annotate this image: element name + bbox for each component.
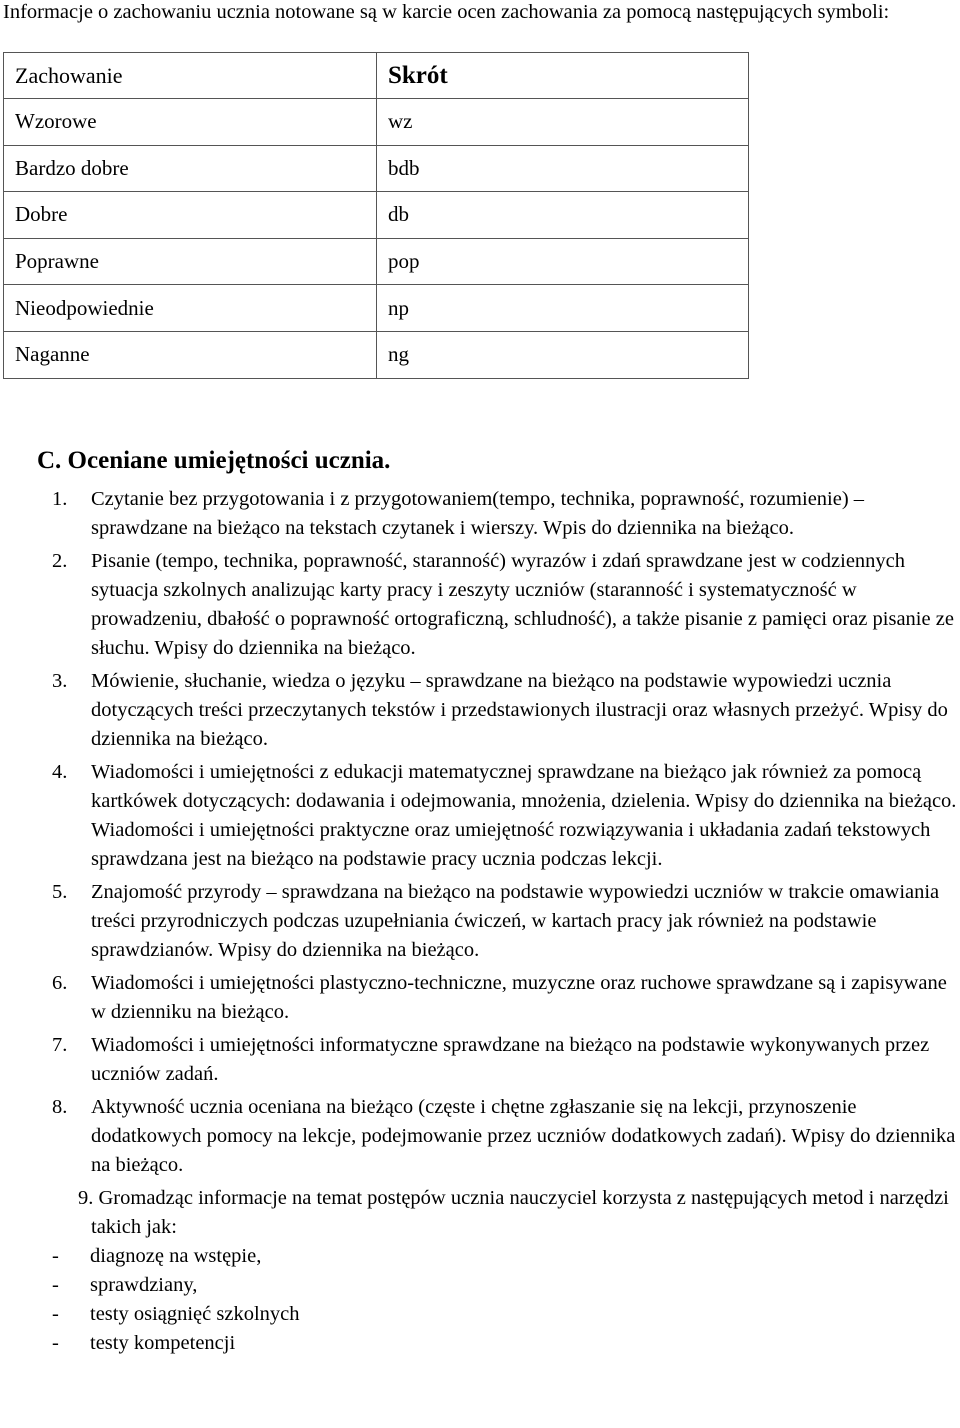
intro-paragraph: Informacje o zachowaniu ucznia notowane są w karcie ocen zachowania za pomocą następujących symboli: (3, 1, 890, 23)
dash-item-text: testy kompetencji (90, 1332, 236, 1354)
item-text: Gromadząc informacje na temat postępów ucznia nauczyciel korzysta z następujących metod i narzędzi takich jak: (91, 1187, 949, 1238)
table-row (4, 238, 749, 285)
table-cell: Nieodpowiednie (4, 285, 377, 332)
item-text: Mówienie, słuchanie, wiedza o języku – sprawdzane na bieżąco na podstawie wypowiedzi ucznia dotyczących treści przeczytanych tekstów i przedstawionych ilustracji oraz własnych przeżyć. Wpisy do dziennika na bieżąco. (91, 670, 948, 750)
dash-item-text: diagnozę na wstępie, (90, 1245, 262, 1267)
item-text: Znajomość przyrody – sprawdzana na bieżąco na podstawie wypowiedzi uczniów w trakcie omawiania treści przyrodniczych podczas uzupełniania ćwiczeń, w kartach pracy jak również na podstawie sprawdzianów. Wpisy do dziennika na bieżąco. (91, 881, 940, 961)
list-item (0, 1184, 960, 1242)
table-row (4, 145, 749, 192)
item-number: 7. (52, 1034, 68, 1056)
list-item (0, 758, 960, 874)
item-number: 2. (52, 550, 68, 572)
dash-list-item (0, 1271, 960, 1300)
table-cell: db (377, 192, 749, 239)
item-text: Wiadomości i umiejętności z edukacji matematycznej sprawdzane na bieżąco jak również za pomocą kartkówek dotyczących: dodawania i odejmowania, mnożenia, dzielenia. Wpisy do dziennika na bieżąco. Wiadomości i umiejętności praktyczne oraz umiejętność rozwiązywania i układania zadań tekstowych sprawdzana jest na bieżąco na podstawie pracy ucznia podczas lekcji. (91, 761, 957, 870)
item-number: 1. (52, 488, 68, 510)
table-row (4, 99, 749, 146)
table-cell: Naganne (4, 331, 377, 378)
item-number: 4. (52, 761, 68, 783)
section-title: C. Oceniane umiejętności ucznia. (37, 447, 391, 474)
item-number: 6. (52, 972, 68, 994)
list-item (0, 1093, 960, 1180)
item-text: Wiadomości i umiejętności informatyczne sprawdzane na bieżąco na podstawie wykonywanych przez uczniów zadań. (91, 1034, 930, 1085)
table-row (4, 192, 749, 239)
table-header-cell: Skrót (377, 53, 749, 99)
list-item (0, 878, 960, 965)
item-number: 5. (52, 881, 68, 903)
table-cell: np (377, 285, 749, 332)
dash-item-text: testy osiągnięć szkolnych (90, 1303, 300, 1325)
table-cell: Poprawne (4, 238, 377, 285)
list-item (0, 969, 960, 1027)
table-cell: pop (377, 238, 749, 285)
dash-list-item (0, 1329, 960, 1358)
dash-list-item (0, 1242, 960, 1271)
item-number: 9. (78, 1187, 94, 1209)
list-item (0, 1031, 960, 1089)
dash-mark: - (52, 1274, 59, 1296)
list-item (0, 485, 960, 543)
table-cell: ng (377, 331, 749, 378)
item-number: 3. (52, 670, 68, 692)
dash-mark: - (52, 1245, 59, 1267)
table-row (4, 331, 749, 378)
item-number: 8. (52, 1096, 68, 1118)
list-item (0, 667, 960, 754)
item-text: Wiadomości i umiejętności plastyczno-techniczne, muzyczne oraz ruchowe sprawdzane są i zapisywane w dzienniku na bieżąco. (91, 972, 947, 1023)
table-cell: Wzorowe (4, 99, 377, 146)
dash-item-text: sprawdziany, (90, 1274, 198, 1296)
table-cell: Bardzo dobre (4, 145, 377, 192)
list-item (0, 547, 960, 663)
table-cell: bdb (377, 145, 749, 192)
item-text: Pisanie (tempo, technika, poprawność, staranność) wyrazów i zdań sprawdzane jest w codziennych sytuacja szkolnych analizując karty pracy i zeszyty uczniów (staranność i systematyczność w prowadzeniu, dbałość o poprawność ortograficzną, schludność), a także pisanie z pamięci oraz pisanie ze słuchu. Wpisy do dziennika na bieżąco. (91, 550, 954, 659)
dash-mark: - (52, 1332, 59, 1354)
table-cell: wz (377, 99, 749, 146)
dash-list-item (0, 1300, 960, 1329)
item-text: Aktywność ucznia oceniana na bieżąco (częste i chętne zgłaszanie się na lekcji, przynoszenie dodatkowych pomocy na lekcje, podejmowanie przez uczniów dodatkowych zadań). Wpisy do dziennika na bieżąco. (91, 1096, 956, 1176)
table-header-row (4, 53, 749, 99)
item-text: Czytanie bez przygotowania i z przygotowaniem(tempo, technika, poprawność, rozumienie) – sprawdzane na bieżąco na tekstach czytanek i wierszy. Wpis do dziennika na bieżąco. (91, 488, 865, 539)
skills-list (0, 485, 960, 1358)
table-cell: Dobre (4, 192, 377, 239)
table-row (4, 285, 749, 332)
dash-mark: - (52, 1303, 59, 1325)
table-header-cell: Zachowanie (4, 53, 377, 99)
behavior-symbols-table (3, 52, 749, 379)
